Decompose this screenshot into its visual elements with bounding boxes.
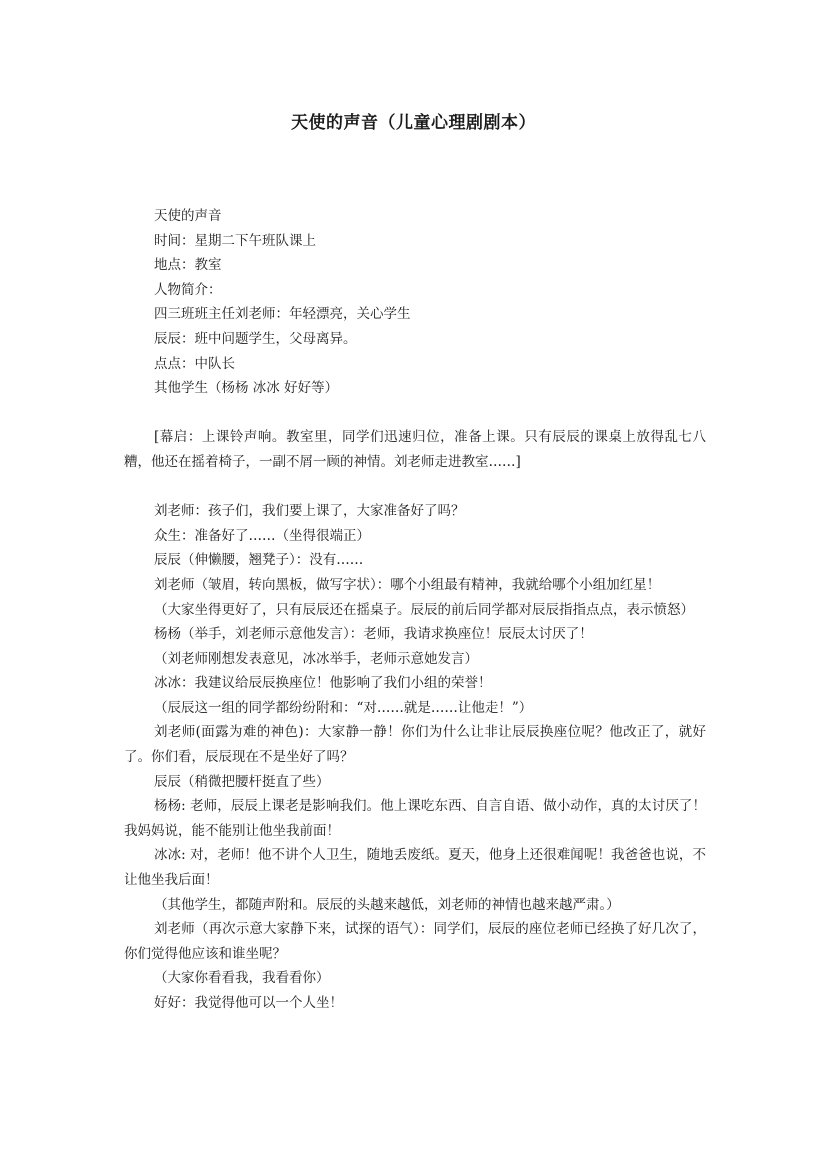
paragraph: （刘老师刚想发表意见，冰冰举手，老师示意她发言） <box>154 650 478 667</box>
paragraph: 时间：星期二下午班队课上 <box>154 232 316 249</box>
paragraph: 辰辰（稍微把腰杆挺直了些） <box>154 773 330 790</box>
paragraph: 刘老师（皱眉，转向黑板，做写字状）：哪个小组最有精神，我就给哪个小组加红星！ <box>154 576 661 593</box>
paragraph: 刘老师(面露为难的神色)：大家静一静！你们为什么让非让辰辰换座位呢？他改正了，就好了。你们看，辰辰现在不是坐好了吗？ <box>124 724 706 766</box>
paragraph-gap <box>124 401 706 426</box>
paragraph: 刘老师：孩子们，我们要上课了，大家准备好了吗？ <box>154 503 465 520</box>
paragraph: 众生：准备好了……（坐得很端正） <box>154 527 370 544</box>
paragraph: （大家你看看我，我看看你） <box>154 970 330 987</box>
paragraph: 杨杨: 老师，辰辰上课老是影响我们。他上课吃东西、自言自语、做小动作，真的太讨厌了！我妈妈说，能不能别让他坐我前面！ <box>124 798 706 839</box>
paragraph: 地点：教室 <box>154 257 222 274</box>
paragraph: 好好：我觉得他可以一个人坐！ <box>154 995 343 1011</box>
paragraph: [幕启：上课铃声响。教室里，同学们迅速归位，准备上课。只有辰辰的课桌上放得乱七八糟，他还在摇着椅子，一副不屑一顾的神情。刘老师走进教室……] <box>124 429 706 470</box>
paragraph: 点点：中队长 <box>154 355 235 372</box>
paragraph: 人物简介： <box>154 281 222 298</box>
paragraph: 冰冰：我建议给辰辰换座位！他影响了我们小组的荣誉！ <box>154 675 492 692</box>
paragraph: 四三班班主任刘老师：年轻漂亮，关心学生 <box>154 306 411 323</box>
paragraph: 杨杨（举手，刘老师示意他发言）：老师，我请求换座位！辰辰太讨厌了！ <box>154 626 593 643</box>
document-title: 天使的声音（儿童心理剧剧本） <box>291 113 536 133</box>
paragraph: 冰冰: 对，老师！他不讲个人卫生，随地丢废纸。夏天，他身上还很难闻呢！我爸爸也说，不让他坐我后面！ <box>124 847 706 889</box>
paragraph: 辰辰：班中问题学生，父母离异。 <box>154 330 357 347</box>
paragraph: （大家坐得更好了，只有辰辰还在摇桌子。辰辰的前后同学都对辰辰指指点点，表示愤怒） <box>154 601 694 618</box>
paragraph: （其他学生，都随声附和。辰辰的头越来越低，刘老师的神情也越来越严肃。） <box>154 896 620 913</box>
paragraph: 其他学生（杨杨 冰冰 好好等） <box>154 380 339 397</box>
paragraph-gap <box>124 475 706 500</box>
paragraph: 刘老师（再次示意大家静下来，试探的语气）：同学们，辰辰的座位老师已经换了好几次了，你们觉得他应该和谁坐呢？ <box>124 921 706 962</box>
document-body <box>124 204 706 1016</box>
paragraph: 天使的声音 <box>154 208 222 224</box>
paragraph: 辰辰（伸懒腰，翘凳子）：没有…… <box>154 552 364 569</box>
paragraph: （辰辰这一组的同学都纷纷附和：“对……就是……让他走！”） <box>154 699 533 716</box>
